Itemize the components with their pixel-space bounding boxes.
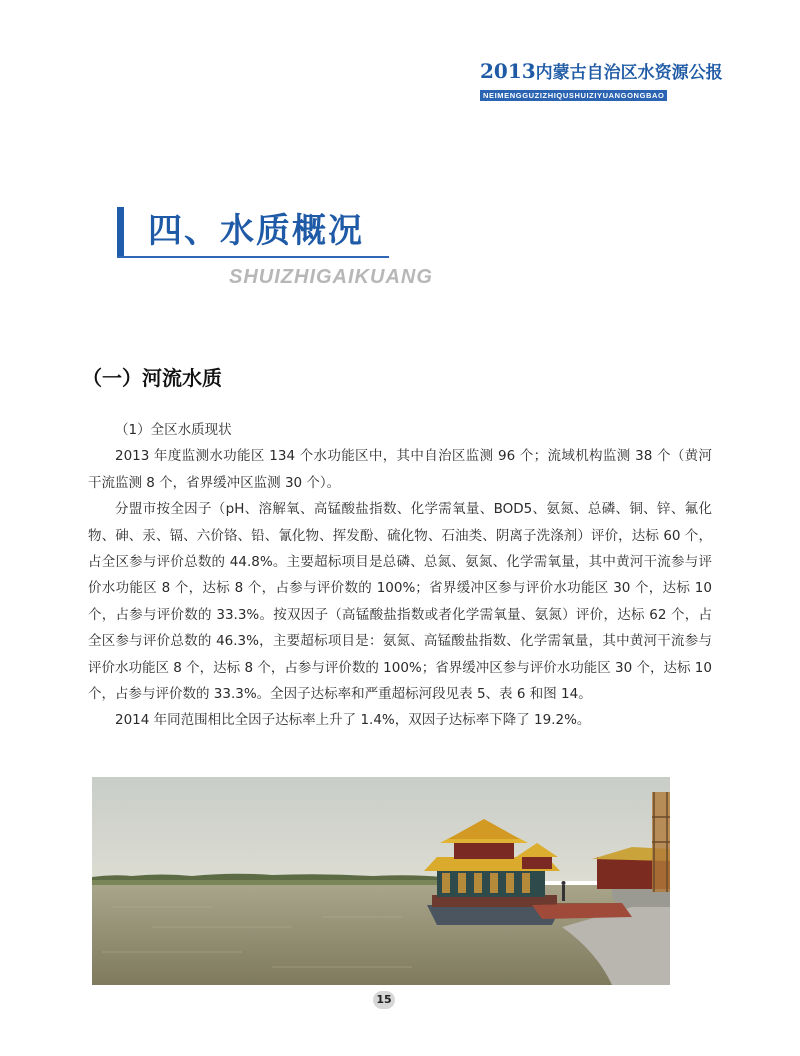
lake-pavilion-photo: [92, 777, 670, 985]
chapter-underline: [117, 256, 389, 258]
section-title: （一）河流水质: [82, 366, 222, 390]
page-number: 15: [373, 991, 395, 1009]
report-header: [480, 58, 723, 102]
chapter-title: 四、水质概况: [148, 211, 364, 251]
report-title: [480, 58, 723, 83]
body-paragraph: 2013 年度监测水功能区 134 个水功能区中，其中自治区监测 96 个；流域机构监测 38 个（黄河干流监测 8 个，省界缓冲区监测 30 个）。: [88, 448, 712, 491]
report-title-text: 内蒙古自治区水资源公报: [535, 63, 723, 83]
chapter-pinyin: SHUIZHIGAIKUANG: [229, 266, 433, 288]
body-text: [88, 417, 712, 734]
chapter-accent-bar: [117, 207, 124, 257]
report-subtitle: NEIMENGGUZIZHIQUSHUIZIYUANGONGBAO: [480, 90, 667, 101]
body-paragraph: 2014 年同范围相比全因子达标率上升了 1.4%，双因子达标率下降了 19.2%。: [115, 712, 591, 729]
body-subhead: （1）全区水质现状: [115, 422, 232, 438]
body-paragraph: 分盟市按全因子（pH、溶解氧、高锰酸盐指数、化学需氧量、BOD5、氨氮、总磷、铜、锌、氟化物、砷、汞、镉、六价铬、铅、氰化物、挥发酚、硫化物、石油类、阴离子洗涤剂）评价，达标 60 个，占全区参与评价总数的 44.8%。主要超标项目是总磷、总氮、氨氮、化学需氧量，其中黄河干流参与评价水功能区 8 个，达标 8 个，占参与评价数的 100%；省界缓冲区参与评价水功能区 30 个，达标 10 个，占参与评价数的 33.3%。按双因子（高锰酸盐指数或者化学需氧量、氨氮）评价，达标 62 个，占全区参与评价总数的 46.3%，主要超标项目是：氨氮、高锰酸盐指数、化学需氧量，其中黄河干流参与评价水功能区 8 个，达标 8 个，占参与评价数的 100%；省界缓冲区参与评价水功能区 30 个，达标 10 个，占参与评价数的 33.3%。全因子达标率和严重超标河段见表 5、表 6 和图 14。: [88, 501, 712, 703]
report-year: 2013: [480, 59, 536, 83]
